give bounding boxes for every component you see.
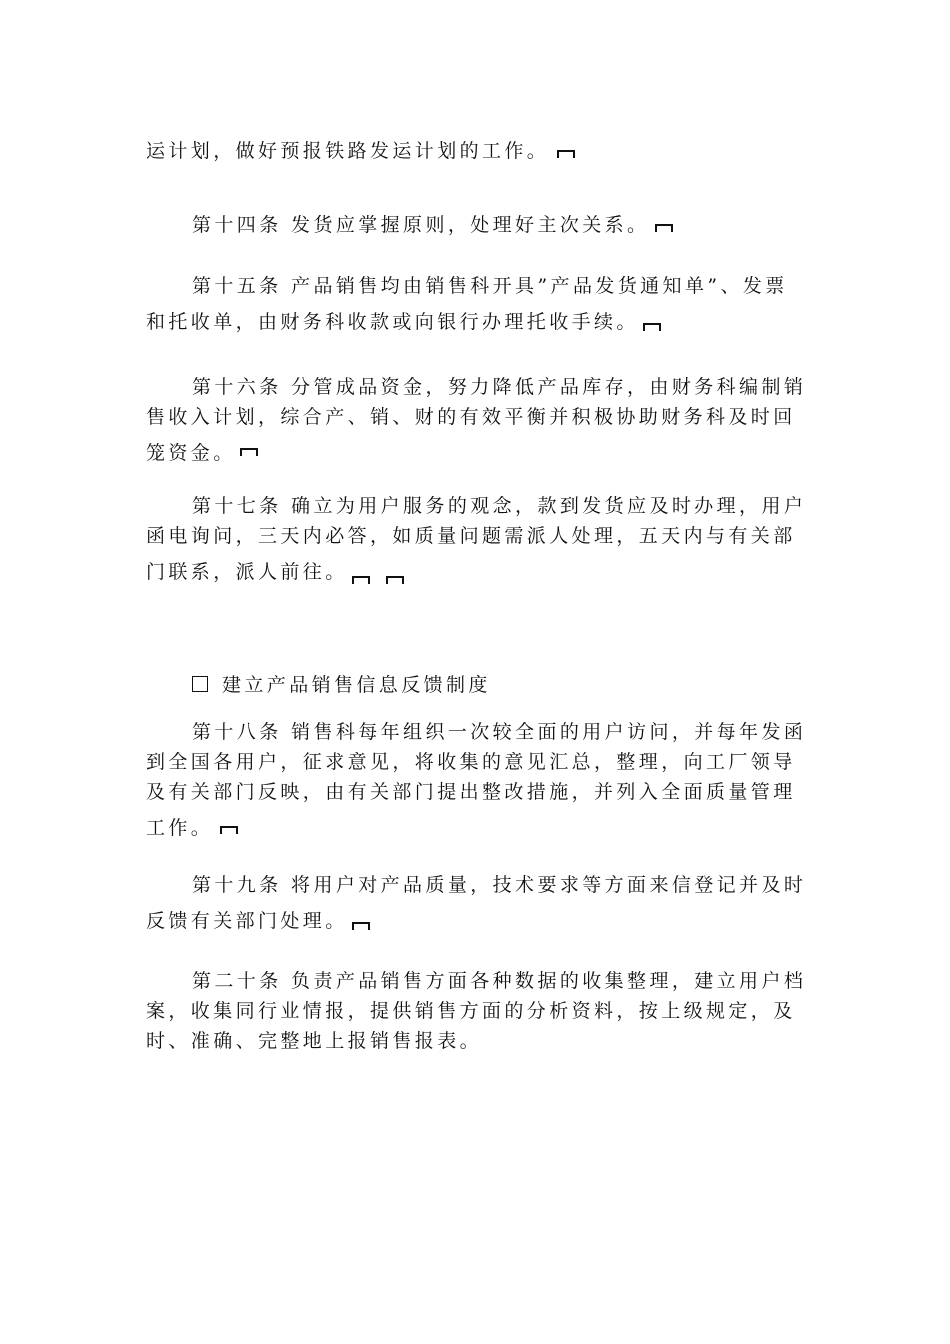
paragraph-line: 第十九条 将用户对产品质量，技术要求等方面来信登记并及时 bbox=[192, 874, 807, 896]
paragraph-line: 第十八条 销售科每年组织一次较全面的用户访问，并每年发函 bbox=[192, 721, 807, 743]
paragraph-line: 和托收单，由财务科收款或向银行办理托收手续。 bbox=[146, 311, 639, 333]
paragraph-line: 及有关部门反映，由有关部门提出整改措施，并列入全面质量管理 bbox=[146, 781, 796, 803]
article-19 bbox=[146, 870, 806, 936]
paragraph-mark-icon bbox=[386, 572, 404, 584]
paragraph-mark-icon bbox=[240, 444, 258, 456]
paragraph-mark-icon bbox=[352, 918, 370, 930]
paragraph-mark-icon bbox=[557, 146, 575, 158]
paragraph-line: 到全国各用户，征求意见，将收集的意见汇总，整理，向工厂领导 bbox=[146, 751, 796, 773]
paragraph-continuation bbox=[146, 136, 806, 166]
paragraph-line: 第十四条 发货应掌握原则，处理好主次关系。 bbox=[192, 214, 650, 236]
section-heading-text: 建立产品销售信息反馈制度 bbox=[222, 674, 491, 696]
article-14 bbox=[146, 210, 806, 240]
article-18 bbox=[146, 717, 806, 843]
paragraph-line: 函电询问，三天内必答，如质量问题需派人处理，五天内与有关部 bbox=[146, 525, 796, 547]
checkbox-square-icon bbox=[192, 676, 208, 692]
paragraph-line: 门联系，派人前往。 bbox=[146, 561, 348, 583]
article-15 bbox=[146, 271, 806, 337]
paragraph-line: 工作。 bbox=[146, 817, 214, 839]
paragraph-line: 反馈有关部门处理。 bbox=[146, 910, 348, 932]
paragraph-mark-icon bbox=[220, 822, 238, 834]
section-heading-line bbox=[146, 670, 806, 700]
paragraph-line: 笼资金。 bbox=[146, 442, 236, 464]
paragraph-line: 第十五条 产品销售均由销售科开具”产品发货通知单”、发票 bbox=[192, 275, 788, 297]
section-heading bbox=[146, 670, 806, 700]
article-17 bbox=[146, 491, 806, 587]
paragraph-line: 案，收集同行业情报，提供销售方面的分析资料，按上级规定，及 bbox=[146, 1000, 796, 1022]
paragraph-mark-icon bbox=[643, 319, 661, 331]
article-20 bbox=[146, 966, 806, 1056]
paragraph-line: 运计划，做好预报铁路发运计划的工作。 bbox=[146, 140, 550, 162]
paragraph-mark-icon bbox=[655, 220, 673, 232]
paragraph-line: 时、准确、完整地上报销售报表。 bbox=[146, 1030, 483, 1052]
paragraph-line: 售收入计划，综合产、销、财的有效平衡并积极协助财务科及时回 bbox=[146, 406, 796, 428]
paragraph-mark-icon bbox=[352, 572, 370, 584]
paragraph-line: 第十七条 确立为用户服务的观念，款到发货应及时办理，用户 bbox=[192, 495, 807, 517]
paragraph-line: 第二十条 负责产品销售方面各种数据的收集整理，建立用户档 bbox=[192, 970, 807, 992]
paragraph-line: 第十六条 分管成品资金，努力降低产品库存，由财务科编制销 bbox=[192, 376, 807, 398]
